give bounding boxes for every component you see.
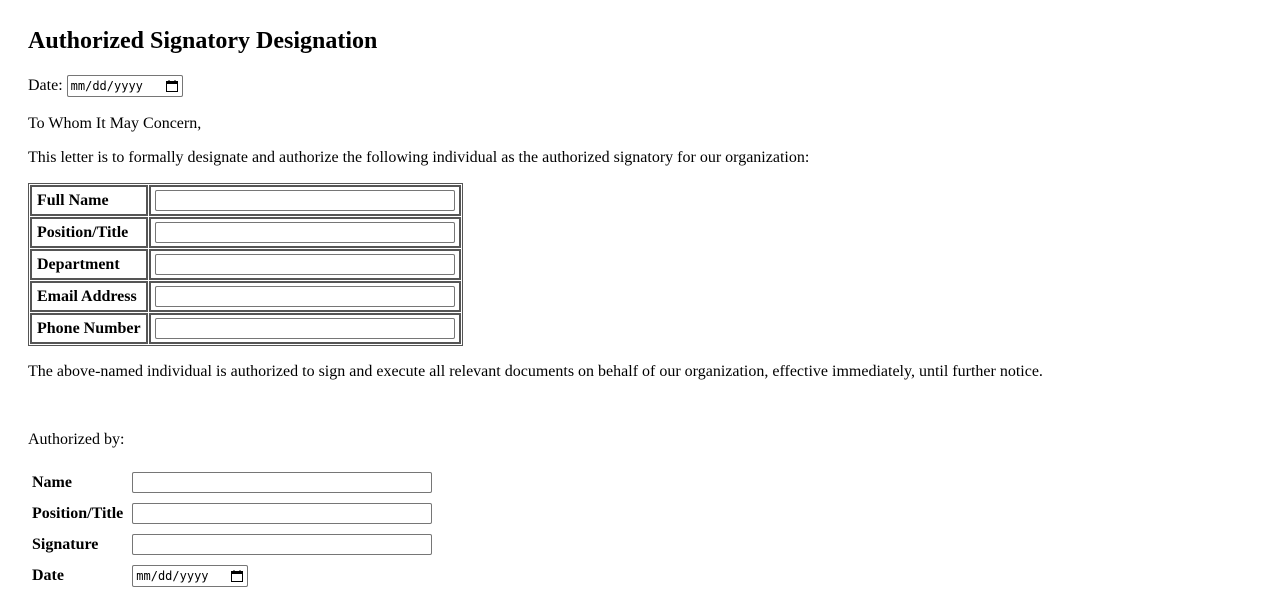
table-row [31,530,433,559]
authorizer-name-label: Name [32,473,72,491]
date-label: Date: [28,77,63,94]
table-row [31,468,433,497]
full-name-input[interactable] [155,190,455,211]
calendar-icon[interactable] [230,569,244,583]
table-row [31,561,433,590]
authorizer-position-input[interactable] [132,503,432,524]
intro-text: This letter is to formally designate and authorize the following individual as the authorized signatory for our organization: [28,149,810,166]
department-input[interactable] [155,254,455,275]
table-row [30,281,461,312]
table-row [30,313,461,344]
phone-number-input[interactable] [155,318,455,339]
table-row [30,185,461,216]
authorizer-position-label: Position/Title [32,504,124,522]
table-row [31,499,433,528]
table-row [30,217,461,248]
signatory-table [28,183,463,346]
email-address-input[interactable] [155,286,455,307]
table-row [30,249,461,280]
authorizer-date-placeholder: mm/dd/yyyy [136,568,209,583]
authorized-by-label: Authorized by: [28,431,125,448]
date-placeholder: mm/dd/yyyy [70,79,143,93]
page-title: Authorized Signatory Designation [28,28,378,54]
department-label: Department [30,249,148,280]
phone-number-label: Phone Number [30,313,148,344]
date-input[interactable] [67,75,183,97]
authorizer-table [29,466,435,592]
date-row [28,75,1278,97]
position-title-input[interactable] [155,222,455,243]
authorization-statement: The above-named individual is authorized to sign and execute all relevant documents on behalf of our organization, effective immediately, until further notice. [28,363,1043,380]
position-title-label: Position/Title [30,217,148,248]
signature-input[interactable] [132,534,432,555]
salutation: To Whom It May Concern, [28,115,202,132]
authorizer-date-label: Date [32,566,64,584]
signature-label: Signature [32,535,99,553]
authorizer-name-input[interactable] [132,472,432,493]
authorizer-date-input[interactable] [132,565,248,587]
calendar-icon[interactable] [165,79,179,93]
full-name-label: Full Name [30,185,148,216]
email-address-label: Email Address [30,281,148,312]
